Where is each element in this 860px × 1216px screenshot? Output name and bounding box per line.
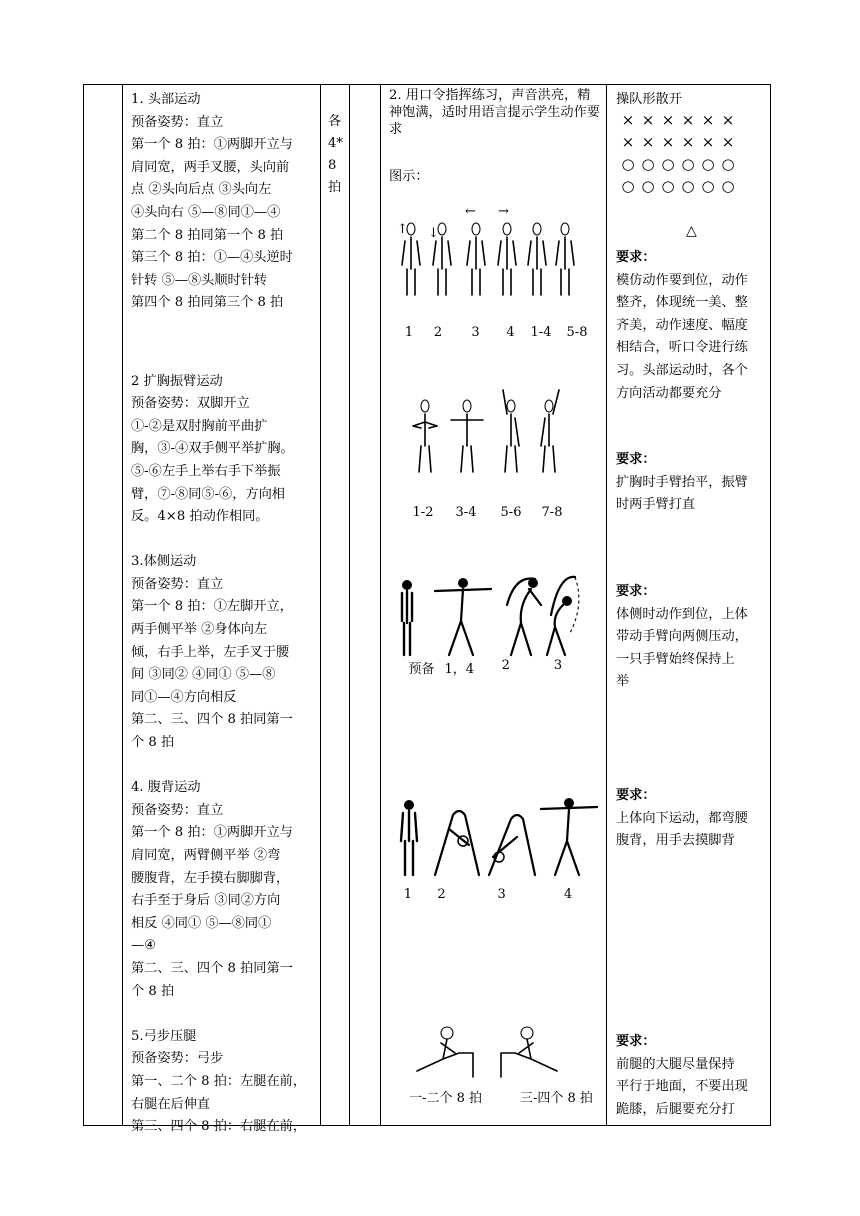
exercise-line: 第二、三、四个 8 拍同第一 bbox=[131, 960, 293, 976]
requirement-3: 要求： 体侧时动作到位，上体 带动手臂向两侧压动， 一只手臂始终保持上 举 bbox=[616, 581, 770, 694]
stick-figure bbox=[401, 800, 417, 875]
arrow-down-icon: ↓ bbox=[428, 226, 439, 241]
formation-title: 操队形散开 bbox=[616, 92, 682, 107]
exercise-line: 第一个 8 拍：①左脚开立， bbox=[131, 599, 293, 615]
exercise-line: 同①—④方向相反 bbox=[131, 689, 237, 705]
col-divider bbox=[349, 85, 350, 1125]
figure-label: 2 bbox=[501, 658, 510, 673]
exercise-line: 胸，③-④双手侧平举扩胸。 bbox=[131, 441, 294, 457]
formation-row: ○ ○ ○ ○ ○ ○ bbox=[621, 177, 735, 195]
chest-exercise-figure bbox=[401, 390, 581, 480]
exercise-line: 肩同宽，两臂侧平举 ②弯 bbox=[131, 848, 281, 863]
stick-figure bbox=[498, 204, 516, 295]
exercise-line: 第四个 8 拍同第三个 8 拍 bbox=[131, 295, 284, 311]
count-text: 8 bbox=[328, 158, 337, 173]
exercise-line: ⑤-⑥左手上举右手下举振 bbox=[131, 463, 281, 479]
exercise-line: 第三、四个 8 拍：右腿在前， bbox=[131, 1119, 307, 1135]
exercise-1 bbox=[131, 89, 317, 315]
exercise-line: ①-②是双肘胸前平曲扩 bbox=[131, 418, 268, 434]
exercise-line: 两手侧平举 ②身体向左 bbox=[131, 622, 268, 638]
stick-figure bbox=[435, 578, 491, 655]
figure-labels bbox=[399, 887, 599, 902]
figure-label: 3-4 bbox=[455, 505, 477, 520]
requirement-1: 要求： 模仿动作要到位，动作 整齐，体现统一美、整 齐美，动作速度、幅度 相结合，听口令进行练 习。头部运动时，各个 方向活动都要充分 bbox=[616, 247, 770, 405]
figure-label: 2 bbox=[437, 887, 446, 902]
figure-label: 5-8 bbox=[566, 325, 588, 340]
col-divider bbox=[606, 85, 607, 1125]
formation-grid bbox=[618, 109, 738, 197]
exercise-line: 个 8 拍 bbox=[131, 983, 175, 999]
requirement-label: 要求： bbox=[616, 1034, 656, 1049]
exercise-line: ④头向右 ⑤—⑧同①—④ bbox=[131, 204, 281, 220]
exercise-title: 2 扩胸振臂运动 bbox=[131, 373, 223, 389]
exercise-line: 针转 ⑤—⑧头顺时针转 bbox=[131, 272, 268, 288]
exercise-line: 预备姿势：双脚开立 bbox=[131, 396, 250, 412]
head-exercise-figure bbox=[395, 204, 595, 299]
stick-figure bbox=[435, 811, 479, 875]
stick-figure bbox=[402, 580, 412, 655]
formation-row: × × × × × × bbox=[621, 133, 735, 151]
exercise-title: 3.体侧运动 bbox=[131, 554, 197, 570]
stick-figure bbox=[417, 1027, 473, 1077]
exercise-line: 预备姿势：弓步 bbox=[131, 1051, 224, 1067]
exercise-title: 5.弓步压腿 bbox=[131, 1028, 197, 1044]
exercise-line: 预备姿势：直立 bbox=[131, 576, 224, 592]
exercise-line: 第三个 8 拍：①—④头逆时 bbox=[131, 250, 293, 266]
figure-label: 2 bbox=[433, 325, 443, 340]
exercise-line: 右手至于身后 ③同②方向 bbox=[131, 893, 281, 909]
stick-figure bbox=[507, 578, 541, 655]
count-column bbox=[328, 111, 348, 1125]
figure-label: 4 bbox=[506, 325, 515, 340]
count-text: 拍 bbox=[328, 180, 342, 195]
exercise-3 bbox=[131, 551, 317, 754]
count-text: 4* bbox=[328, 136, 343, 151]
figure-label: 4 bbox=[563, 887, 573, 902]
exercise-line: 倾，右手上举，左手叉于腰 bbox=[131, 644, 290, 660]
figure-label: 1 bbox=[403, 887, 412, 902]
requirement-2: 要求： 扩胸时手臂抬平，振臂 时两手臂打直 bbox=[616, 449, 770, 517]
requirement-label: 要求： bbox=[616, 788, 656, 803]
side-bend-figure bbox=[395, 575, 595, 657]
stick-figure bbox=[528, 223, 546, 295]
stick-figure bbox=[465, 204, 485, 295]
figure-title: 图示： bbox=[389, 169, 429, 184]
exercise-line: 第二、三、四个 8 拍同第一 bbox=[131, 712, 293, 728]
col-divider bbox=[320, 85, 321, 1125]
exercise-line: 点 ②头向后点 ③头向左 bbox=[131, 182, 272, 198]
abdomen-exercise-figure bbox=[391, 797, 601, 879]
stick-figure bbox=[547, 577, 579, 655]
exercise-title: 1. 头部运动 bbox=[131, 92, 201, 107]
exercise-line: 臂，⑦-⑧同⑤-⑥，方向相 bbox=[131, 486, 285, 502]
teacher-marker: △ bbox=[686, 223, 697, 239]
stick-figure bbox=[397, 222, 420, 295]
exercise-line: 预备姿势：直立 bbox=[131, 114, 224, 130]
requirement-4: 要求： 上体向下运动，都弯腰 腹背，用手去摸脚背 bbox=[616, 785, 770, 853]
formation-row: ○ ○ ○ ○ ○ ○ bbox=[621, 155, 735, 173]
figure-labels bbox=[401, 1087, 601, 1106]
exercise-4 bbox=[131, 777, 317, 1003]
stick-figure bbox=[541, 390, 559, 472]
exercise-line: 右腿在后伸直 bbox=[131, 1096, 211, 1112]
lunge-figure bbox=[411, 1023, 591, 1083]
exercise-title: 4. 腹背运动 bbox=[131, 780, 201, 796]
exercise-5 bbox=[131, 1026, 317, 1139]
figure-label: 1，4 bbox=[444, 662, 475, 677]
requirement-label: 要求： bbox=[616, 452, 656, 467]
arrow-up-icon: ↑ bbox=[397, 222, 408, 237]
organization-column bbox=[614, 85, 770, 1125]
stick-figure bbox=[503, 390, 519, 472]
exercise-line: 个 8 拍 bbox=[131, 735, 175, 751]
requirement-label: 要求： bbox=[616, 250, 656, 265]
figure-labels bbox=[395, 325, 605, 340]
formation-row: × × × × × × bbox=[621, 111, 735, 129]
content-column bbox=[131, 89, 317, 1135]
lesson-table bbox=[83, 84, 771, 1135]
exercise-line: 间 ③同② ④同① ⑤—⑧ bbox=[131, 667, 276, 683]
exercise-line: 反。4×8 拍动作相同。 bbox=[131, 509, 269, 525]
figure-labels bbox=[407, 658, 587, 677]
requirement-label: 要求： bbox=[616, 584, 656, 599]
count-text: 各 bbox=[328, 114, 342, 129]
stick-figure bbox=[489, 815, 535, 875]
exercise-2 bbox=[131, 371, 317, 529]
exercise-line: 第一个 8 拍：①两脚开立与 bbox=[131, 825, 293, 841]
exercise-line: 第一、二个 8 拍：左腿在前， bbox=[131, 1073, 307, 1089]
exercise-line: 预备姿势：直立 bbox=[131, 802, 224, 818]
arrow-right-icon: → bbox=[498, 204, 509, 219]
stick-figure bbox=[556, 223, 574, 295]
figure-label: 3 bbox=[497, 887, 506, 902]
figure-label: 一-二个 8 拍 bbox=[409, 1091, 483, 1106]
method-intro: 2. 用口令指挥练习，声音洪亮，精神饱满，适时用语言提示学生动作要求 bbox=[389, 88, 600, 137]
stick-figure bbox=[413, 400, 437, 472]
figure-labels bbox=[405, 505, 585, 520]
stick-figure bbox=[501, 1027, 557, 1077]
figure-label: 1-2 bbox=[412, 505, 434, 520]
figure-label: 3 bbox=[553, 658, 563, 673]
exercise-line: 第一个 8 拍：①两脚开立与 bbox=[131, 137, 293, 153]
exercise-line: 腰腹背，左手摸右脚脚背， bbox=[131, 870, 290, 886]
figure-label: 3 bbox=[471, 325, 480, 340]
method-column bbox=[381, 85, 606, 1125]
figure-label: 预备 bbox=[408, 662, 435, 677]
figure-label: 1-4 bbox=[530, 325, 552, 340]
stick-figure bbox=[428, 223, 451, 295]
exercise-line: 相反 ④同① ⑤—⑧同① bbox=[131, 915, 272, 931]
figure-label: 1 bbox=[404, 325, 414, 340]
figure-label: 5-6 bbox=[500, 505, 522, 520]
requirement-5: 要求： 前腿的大腿尽量保持 平行于地面，不要出现 跪膝，后腿要充分打 bbox=[616, 1031, 770, 1121]
stick-figure bbox=[541, 798, 597, 875]
figure-label: 7-8 bbox=[541, 505, 563, 520]
arrow-left-icon: ← bbox=[465, 204, 476, 219]
figure-label: 三-四个 8 拍 bbox=[519, 1091, 593, 1106]
exercise-line: 肩同宽，两手叉腰，头向前 bbox=[131, 159, 290, 175]
exercise-line: —④ bbox=[131, 938, 157, 954]
stick-figure bbox=[451, 400, 483, 472]
exercise-line: 第二个 8 拍同第一个 8 拍 bbox=[131, 227, 284, 243]
col-divider bbox=[122, 85, 123, 1125]
